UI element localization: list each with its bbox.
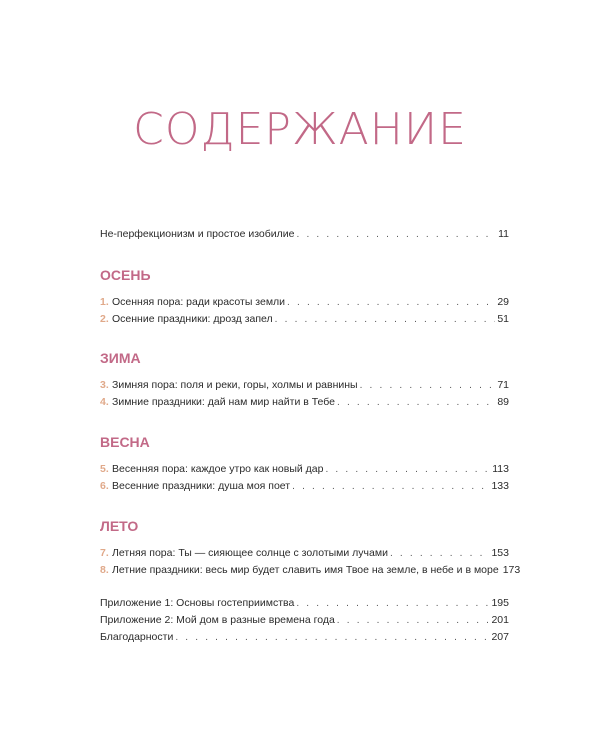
toc-entry-label: Зимняя пора: поля и реки, горы, холмы и равнины: [112, 379, 358, 391]
dot-leader: [390, 545, 490, 562]
toc-entry-label: Летняя пора: Ты — сияющее солнце с золотыми лучами: [112, 547, 388, 559]
toc-entry-label: Весенние праздники: душа моя поет: [112, 480, 291, 492]
toc-entry-label: Осенние праздники: дрозд запел: [112, 313, 273, 325]
toc-row: [100, 595, 509, 612]
toc-page-number: 133: [491, 480, 509, 492]
section-heading: ЛЕТО: [100, 518, 139, 534]
toc-page-number: 173: [502, 564, 521, 576]
dot-leader: [296, 595, 489, 612]
toc-page-number: 153: [491, 547, 509, 559]
toc-entry-label: Осенняя пора: ради красоты земли: [112, 296, 286, 308]
toc-entry-label: Приложение 2: Мой дом в разные времена года: [100, 614, 335, 626]
toc-page-number: 51: [497, 313, 509, 325]
toc-row: [100, 629, 509, 646]
page-title: СОДЕРЖАНИЕ: [133, 104, 467, 155]
dot-leader: [175, 629, 489, 646]
toc-page-number: 207: [491, 631, 509, 643]
toc-entry-label: Весенняя пора: каждое утро как новый дар: [112, 463, 324, 475]
toc-appendix: [100, 595, 509, 646]
toc-row: [100, 478, 509, 495]
toc-section-autumn: [100, 266, 509, 328]
section-heading: ВЕСНА: [100, 434, 150, 450]
toc-page-number: 29: [497, 296, 509, 308]
toc-page-number: 195: [491, 597, 509, 609]
toc-page-number: 113: [492, 463, 509, 475]
toc-section-winter: [100, 349, 509, 411]
dot-leader: [297, 226, 497, 243]
toc-row: [100, 612, 509, 629]
toc-row: [100, 294, 509, 311]
toc-page-number: 11: [498, 228, 509, 240]
section-heading: ОСЕНЬ: [100, 267, 151, 283]
chapter-number: 7.: [100, 547, 109, 559]
chapter-number: 6.: [100, 480, 109, 492]
dot-leader: [287, 294, 495, 311]
chapter-number: 3.: [100, 379, 109, 391]
dot-leader: [275, 311, 496, 328]
toc-page-number: 89: [497, 396, 509, 408]
chapter-number: 1.: [100, 296, 109, 308]
chapter-number: 2.: [100, 313, 109, 325]
dot-leader: [337, 612, 490, 629]
toc-row: [100, 562, 521, 579]
chapter-number: 8.: [100, 564, 109, 576]
dot-leader: [337, 394, 495, 411]
chapter-number: 5.: [100, 463, 109, 475]
toc-row: [100, 545, 509, 562]
dot-leader: [360, 377, 496, 394]
chapter-number: 4.: [100, 396, 109, 408]
toc-entry-label: Зимние праздники: дай нам мир найти в Тебе: [112, 396, 335, 408]
toc-entry-label: Благодарности: [100, 631, 174, 643]
toc-page-number: 71: [497, 379, 509, 391]
toc-row: [100, 377, 509, 394]
toc-section-summer: [100, 517, 521, 579]
section-heading: ЗИМА: [100, 350, 141, 366]
toc-section-spring: [100, 433, 509, 495]
dot-leader: [292, 478, 489, 495]
toc-entry-label: Летние праздники: весь мир будет славить имя Твое на земле, в небе и в море: [112, 564, 499, 576]
toc-row: [100, 311, 509, 328]
dot-leader: [325, 461, 490, 478]
toc-intro: [100, 226, 509, 243]
toc-page-number: 201: [491, 614, 509, 626]
toc-entry-label: Приложение 1: Основы гостеприимства: [100, 597, 295, 609]
toc-row: [100, 394, 509, 411]
toc-entry-label: Не-перфекционизм и простое изобилие: [100, 228, 295, 240]
toc-row: [100, 461, 509, 478]
toc-row: [100, 226, 509, 243]
